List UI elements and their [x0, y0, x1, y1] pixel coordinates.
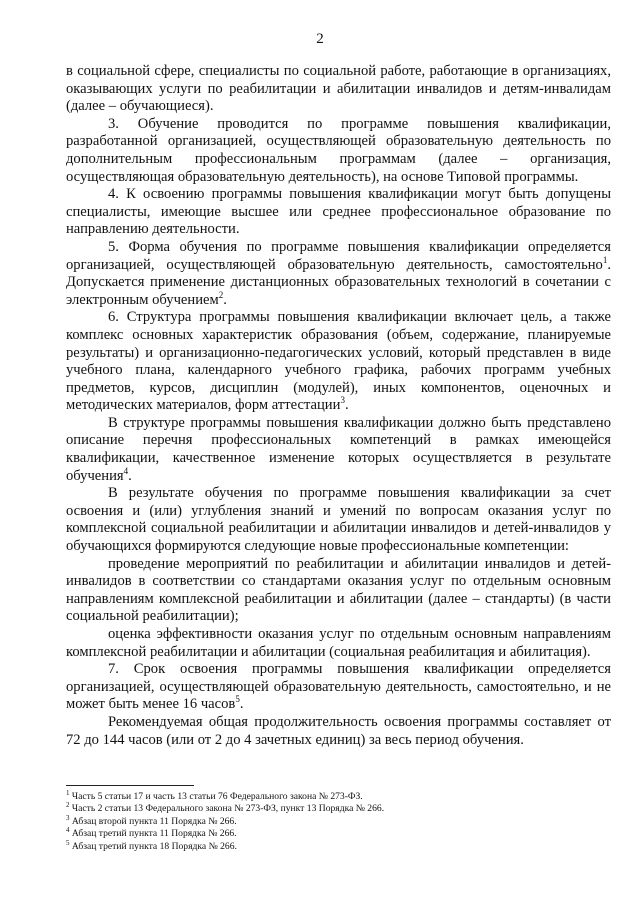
paragraph: 7. Срок освоения программы повышения квалификации определяется организацией, осуществляющей образовательную деятельность, самостоятельно, и не может быть менее 16 часов$^5$.	[66, 661, 611, 713]
footnote: $^3$ Абзац второй пункта 11 Порядка № 266.	[66, 813, 237, 827]
page-number: 2	[316, 31, 324, 47]
footnote-divider	[66, 785, 194, 786]
paragraph: 3. Обучение проводится по программе повышения квалификации, разработанной организацией, осуществляющей образовательную деятельность по дополнительным профессиональным программам (далее – организация, осуществляющая образовательную деятельность), на основе Типовой программы.	[66, 115, 611, 185]
paragraph: В структуре программы повышения квалификации должно быть представлено описание перечня профессиональных компетенций в рамках имеющейся квалификации, качественное изменение которых осуществляется в результате обучения$^4$.	[66, 414, 611, 484]
paragraph: 6. Структура программы повышения квалификации включает цель, а также комплекс основных характеристик образования (объем, содержание, планируемые результаты) и организационно-педагогических условий, который представлен в виде учебного плана, календарного учебного графика, рабочих программ учебных предметов, курсов, дисциплин (модулей), иных компонентов, оценочных и методических материалов, форм аттестации$^3$.	[66, 309, 611, 414]
paragraph: проведение мероприятий по реабилитации и абилитации инвалидов и детей-инвалидов в соответствии со стандартами оказания услуг по отдельным основным направлениям комплексной реабилитации и абилитации (далее – стандарты) (в части социальной реабилитации);	[66, 555, 611, 625]
footnote-ref: 3	[340, 395, 345, 406]
paragraph: Рекомендуемая общая продолжительность освоения программы составляет от 72 до 144 часов (или от 2 до 4 зачетных единиц) за весь период обучения.	[66, 713, 611, 748]
footnote: $^5$ Абзац третий пункта 18 Порядка № 266.	[66, 838, 237, 852]
footnote-ref: 5	[235, 694, 240, 705]
footnote-ref: 2	[218, 289, 224, 300]
footnote-ref: 1	[602, 254, 608, 265]
footnote: $^2$ Часть 2 статьи 13 Федерального закона № 273-ФЗ, пункт 13 Порядка № 266.	[66, 801, 385, 815]
footnote: $^1$ Часть 5 статьи 17 и часть 13 статьи 76 Федерального закона № 273-ФЗ.	[66, 788, 363, 802]
paragraph: в социальной сфере, специалисты по социальной работе, работающие в организациях, оказывающих услуги по реабилитации и абилитации инвалидов и детям-инвалидам (далее – обучающиеся).	[66, 63, 611, 115]
paragraph: В результате обучения по программе повышения квалификации за счет освоения и (или) углубления знаний и умений по вопросам оказания услуг по комплексной социальной реабилитации и абилитации инвалидов и детей-инвалидов у обучающихся формируются следующие новые профессиональные компетенции:	[66, 485, 611, 555]
document-body	[66, 63, 611, 749]
footnote-ref: 4	[123, 465, 129, 476]
paragraph: оценка эффективности оказания услуг по отдельным основным направлениям комплексной реабилитации и абилитации (социальная реабилитация и абилитация).	[66, 626, 611, 660]
paragraph: 4. К освоению программы повышения квалификации могут быть допущены специалисты, имеющие высшее или среднее профессиональное образование по направлению деятельности.	[66, 186, 611, 238]
paragraph: 5. Форма обучения по программе повышения квалификации определяется организацией, осуществляющей образовательную деятельность, самостоятельно$^1$. Допускается применение дистанционных образовательных технологий в сочетании с электронным обучением$^2$.	[66, 238, 611, 308]
footnote: $^4$ Абзац третий пункта 11 Порядка № 266.	[66, 826, 237, 840]
footnotes	[66, 788, 611, 853]
